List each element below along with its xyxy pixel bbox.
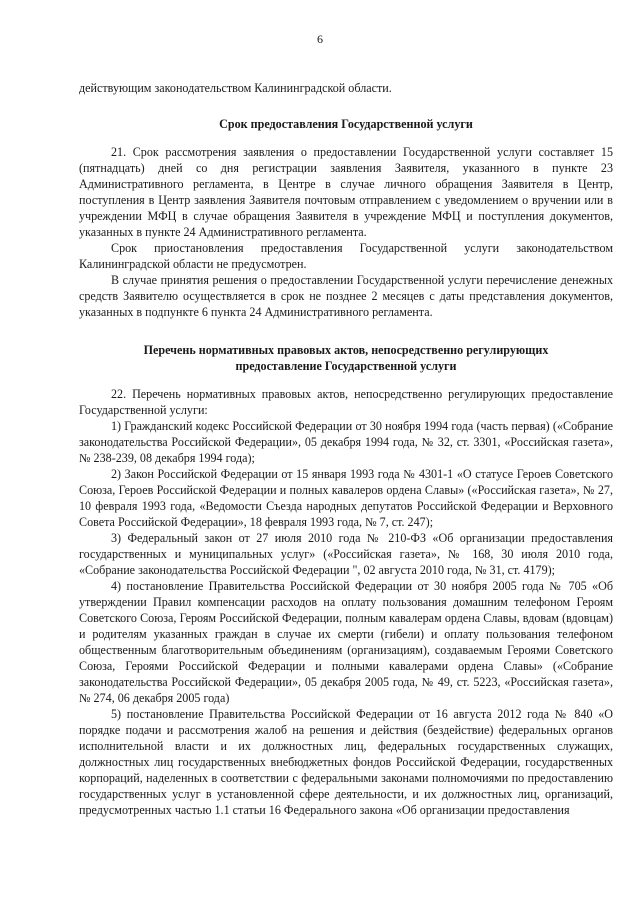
section-heading-legal-acts — [79, 342, 613, 374]
intro-line: действующим законодательством Калининградской области. — [79, 81, 392, 95]
paragraph-payment: В случае принятия решения о предоставлении Государственной услуги перечисление денежных средств Заявителю осуществляется в срок не позднее 2 месяцев с даты представления документов, указанных в подпункте 6 пункта 24 Административного регламента. — [79, 273, 613, 319]
paragraph-21: 21. Срок рассмотрения заявления о предоставлении Государственной услуги составляет 15 (пятнадцать) дней со дня регистрации заявления Заявителя, указанного в пункте 23 Административного регламента, в Центре в случае личного обращения Заявителя в Центр, поступления в Центр заявления Заявителя почтовым отправлением с уведомлением о вручении или в учреждении МФЦ в случае обращения Заявителя в учреждение МФЦ и поступления документов, указанных в пункте 24 Административного регламента. — [79, 145, 613, 239]
page-number: 6 — [317, 32, 323, 46]
list-item-2: 2) Закон Российской Федерации от 15 января 1993 года № 4301-1 «О статусе Героев Советского Союза, Героев Российской Федерации и полных кавалеров ордена Славы» («Российская газета», № 27, 10 февраля 1993 года, «Ведомости Съезда народных депутатов Российской Федерации и Верховного Совета Российской Федерации», 18 февраля 1993 года, № 7, ст. 247); — [79, 467, 613, 529]
list-item-4: 4) постановление Правительства Российской Федерации от 30 ноября 2005 года № 705 «Об утверждении Правил компенсации расходов на оплату пользования домашним телефоном Героям Советского Союза, Героям Российской Федерации, полным кавалерам ордена Славы, вдовам (вдовцам) и родителям указанных граждан в случае их смерти (гибели) и оплату пользования телефоном общественным благотворительным объединениям (организациям), создаваемым Героями Советского Союза, Героями Российской Федерации и полными кавалерами ордена Славы» («Собрание законодательства Российской Федерации», 05 декабря 2005 года, № 49, ст. 5223, «Российская газета», № 274, 06 декабря 2005 года) — [79, 579, 613, 705]
paragraph-suspension: Срок приостановления предоставления Государственной услуги законодательством Калининградской области не предусмотрен. — [79, 241, 613, 271]
list-item-5: 5) постановление Правительства Российской Федерации от 16 августа 2012 года № 840 «О порядке подачи и рассмотрения жалоб на решения и действия (бездействие) федеральных органов исполнительной власти и их должностных лиц, федеральных государственных служащих, должностных лиц государственных внебюджетных фондов Российской Федерации, государственных корпораций, наделенных в соответствии с федеральными законами полномочиями по предоставлению государственных услуг в установленной сфере деятельности, и их должностных лиц, организаций, предусмотренных частью 1.1 статьи 16 Федерального закона «Об организации предоставления — [79, 707, 613, 817]
section-heading-line-2: предоставление Государственной услуги — [235, 359, 457, 373]
section-heading-term: Срок предоставления Государственной услуги — [219, 117, 473, 131]
paragraph-22: 22. Перечень нормативных правовых актов, непосредственно регулирующих предоставление Государственной услуги: — [79, 387, 613, 417]
list-item-3: 3) Федеральный закон от 27 июля 2010 года № 210-ФЗ «Об организации предоставления государственных и муниципальных услуг» («Российская газета», № 168, 30 июля 2010 года, «Собрание законодательства Российской Федерации ", 02 августа 2010 года, № 31, ст. 4179); — [79, 531, 613, 577]
list-item-1: 1) Гражданский кодекс Российской Федерации от 30 ноября 1994 года (часть первая) («Собрание законодательства Российской Федерации», 05 декабря 1994 года, № 32, ст. 3301, «Российская газета», № 238-239, 08 декабря 1994 года); — [79, 419, 613, 465]
section-heading-line-1: Перечень нормативных правовых актов, непосредственно регулирующих — [143, 343, 549, 357]
page-content — [79, 80, 613, 818]
